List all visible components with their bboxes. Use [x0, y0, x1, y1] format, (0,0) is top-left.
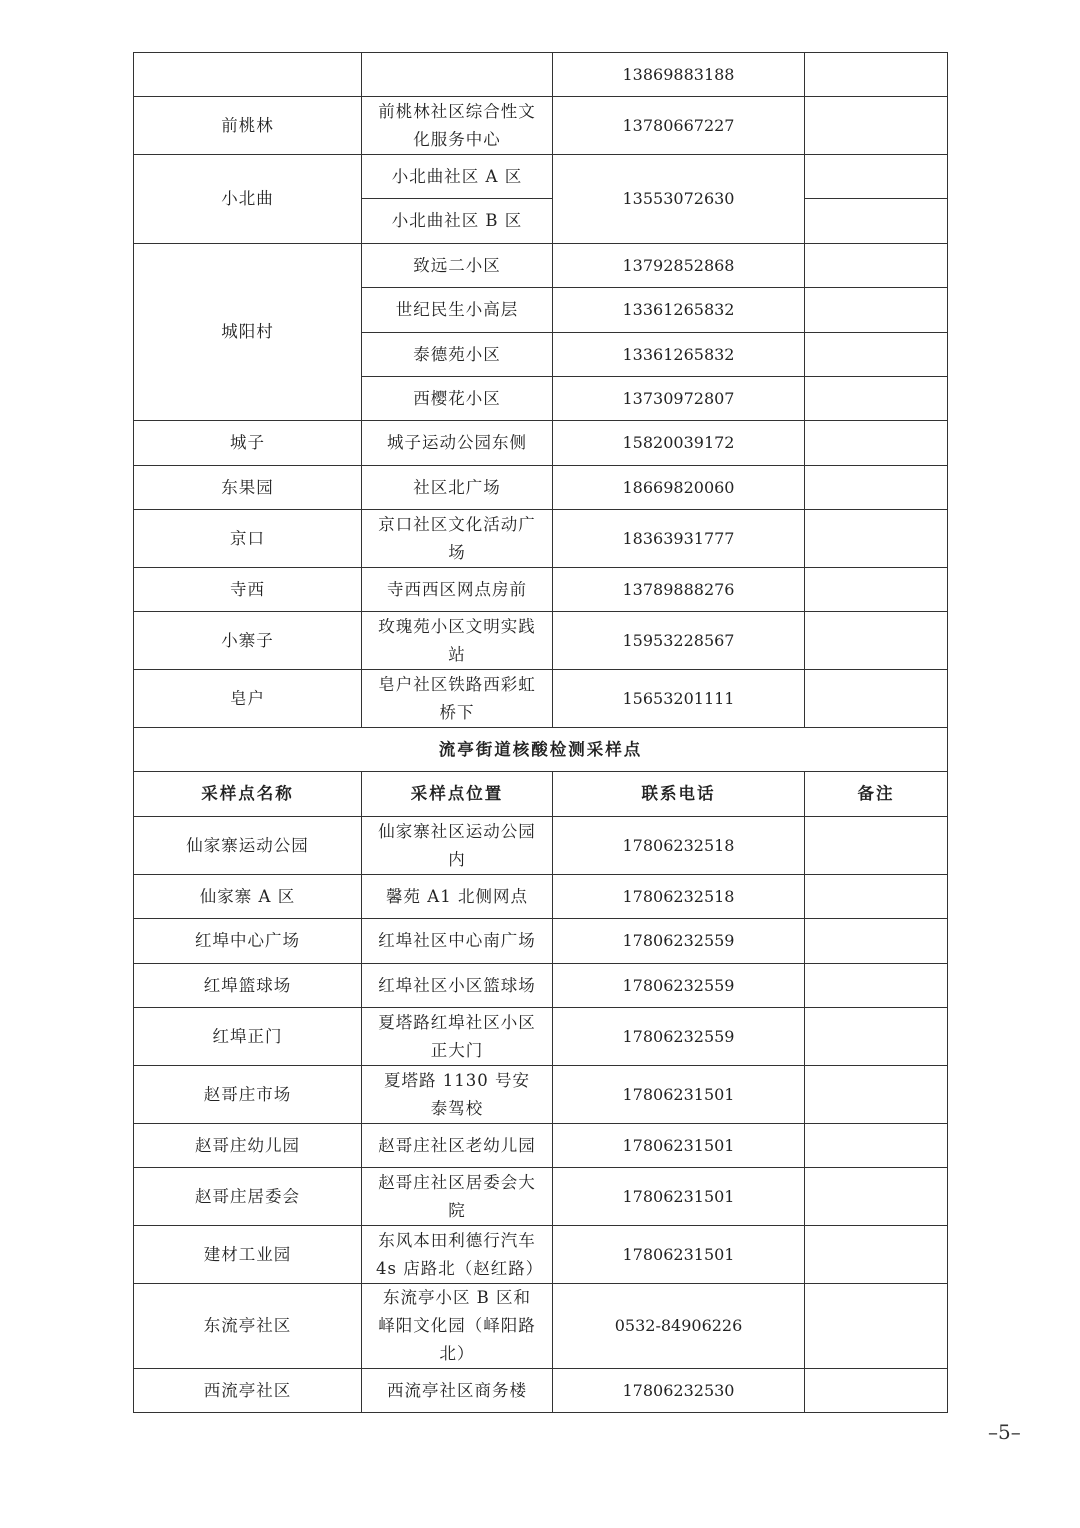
site-name-cell: 赵哥庄市场: [134, 1066, 362, 1124]
site-location-cell: 东风本田利德行汽车4s 店路北（赵红路）: [362, 1226, 553, 1284]
table-row: [134, 466, 948, 510]
note-cell: [805, 964, 948, 1008]
header-row: [134, 772, 948, 817]
table-row: [134, 1008, 948, 1066]
site-location-cell: 小北曲社区 A 区: [362, 155, 553, 199]
table-row: [134, 1168, 948, 1226]
header-phone: 联系电话: [553, 772, 805, 817]
phone-cell: 17806232518: [553, 817, 805, 875]
note-cell: [805, 97, 948, 155]
note-cell: [805, 288, 948, 333]
table-row: [134, 875, 948, 919]
site-location-cell: 寺西西区网点房前: [362, 568, 553, 612]
site-location-cell: [362, 53, 553, 97]
site-name-cell: 红埠中心广场: [134, 919, 362, 964]
note-cell: [805, 875, 948, 919]
site-name-cell: 红埠正门: [134, 1008, 362, 1066]
site-location-cell: 赵哥庄社区老幼儿园: [362, 1124, 553, 1168]
site-location-cell: 夏塔路红埠社区小区正大门: [362, 1008, 553, 1066]
phone-cell: 13361265832: [553, 333, 805, 377]
phone-cell: 18669820060: [553, 466, 805, 510]
phone-cell: 13730972807: [553, 377, 805, 421]
table-row: [134, 1124, 948, 1168]
site-location-cell: 东流亭小区 B 区和峄阳文化园（峄阳路北）: [362, 1284, 553, 1369]
site-location-cell: 城子运动公园东侧: [362, 421, 553, 466]
section-title: 流亭街道核酸检测采样点: [134, 728, 948, 772]
table-row: [134, 421, 948, 466]
note-cell: [805, 466, 948, 510]
phone-cell: 17806231501: [553, 1168, 805, 1226]
phone-cell: 0532-84906226: [553, 1284, 805, 1369]
site-location-cell: 仙家寨社区运动公园内: [362, 817, 553, 875]
site-name-cell: 西流亭社区: [134, 1369, 362, 1413]
site-location-cell: 泰德苑小区: [362, 333, 553, 377]
header-site-name: 采样点名称: [134, 772, 362, 817]
table-row: [134, 1066, 948, 1124]
note-cell: [805, 817, 948, 875]
table-row: [134, 964, 948, 1008]
note-cell: [805, 919, 948, 964]
site-name-cell: 前桃林: [134, 97, 362, 155]
note-cell: [805, 155, 948, 199]
phone-cell: 17806231501: [553, 1124, 805, 1168]
site-name-cell: 寺西: [134, 568, 362, 612]
table-row: [134, 1284, 948, 1369]
table-row: [134, 1226, 948, 1284]
note-cell: [805, 1124, 948, 1168]
phone-cell: 15820039172: [553, 421, 805, 466]
note-cell: [805, 421, 948, 466]
note-cell: [805, 612, 948, 670]
table-row: [134, 53, 948, 97]
site-location-cell: 皂户社区铁路西彩虹桥下: [362, 670, 553, 728]
note-cell: [805, 1168, 948, 1226]
sampling-points-table: [133, 52, 948, 1413]
site-name-cell: 皂户: [134, 670, 362, 728]
phone-cell: 17806232559: [553, 1008, 805, 1066]
table-row: [134, 155, 948, 199]
site-location-cell: 致远二小区: [362, 244, 553, 288]
table-row: [134, 510, 948, 568]
site-location-cell: 前桃林社区综合性文化服务中心: [362, 97, 553, 155]
site-name-cell: 红埠篮球场: [134, 964, 362, 1008]
phone-cell: 17806231501: [553, 1226, 805, 1284]
site-name-cell: 赵哥庄居委会: [134, 1168, 362, 1226]
section-title-row: [134, 728, 948, 772]
phone-cell: 15953228567: [553, 612, 805, 670]
site-name-cell: 小北曲: [134, 155, 362, 244]
note-cell: [805, 244, 948, 288]
site-location-cell: 西樱花小区: [362, 377, 553, 421]
phone-cell: 13789888276: [553, 568, 805, 612]
site-name-cell: 仙家寨运动公园: [134, 817, 362, 875]
note-cell: [805, 1008, 948, 1066]
site-name-cell: 建材工业园: [134, 1226, 362, 1284]
table-row: [134, 670, 948, 728]
site-location-cell: 社区北广场: [362, 466, 553, 510]
note-cell: [805, 199, 948, 244]
note-cell: [805, 510, 948, 568]
site-location-cell: 玫瑰苑小区文明实践站: [362, 612, 553, 670]
phone-cell: 13869883188: [553, 53, 805, 97]
table-row: [134, 817, 948, 875]
phone-cell: 17806232518: [553, 875, 805, 919]
site-name-cell: 城子: [134, 421, 362, 466]
site-location-cell: 小北曲社区 B 区: [362, 199, 553, 244]
site-location-cell: 京口社区文化活动广场: [362, 510, 553, 568]
site-name-cell: 东果园: [134, 466, 362, 510]
phone-cell: 17806232530: [553, 1369, 805, 1413]
site-location-cell: 赵哥庄社区居委会大院: [362, 1168, 553, 1226]
page-number: –5–: [988, 1420, 1021, 1444]
phone-cell: 13792852868: [553, 244, 805, 288]
site-name-cell: 小寨子: [134, 612, 362, 670]
site-name-cell: 东流亭社区: [134, 1284, 362, 1369]
site-name-cell: 城阳村: [134, 244, 362, 421]
site-location-cell: 馨苑 A1 北侧网点: [362, 875, 553, 919]
phone-cell: 17806232559: [553, 964, 805, 1008]
note-cell: [805, 1369, 948, 1413]
site-name-cell: 仙家寨 A 区: [134, 875, 362, 919]
site-location-cell: 红埠社区小区篮球场: [362, 964, 553, 1008]
phone-cell: 15653201111: [553, 670, 805, 728]
site-name-cell: [134, 53, 362, 97]
table-row: [134, 612, 948, 670]
note-cell: [805, 1226, 948, 1284]
site-location-cell: 红埠社区中心南广场: [362, 919, 553, 964]
site-location-cell: 夏塔路 1130 号安泰驾校: [362, 1066, 553, 1124]
note-cell: [805, 333, 948, 377]
header-note: 备注: [805, 772, 948, 817]
site-location-cell: 世纪民生小高层: [362, 288, 553, 333]
site-name-cell: 京口: [134, 510, 362, 568]
phone-cell: 13780667227: [553, 97, 805, 155]
table-row: [134, 568, 948, 612]
table-row: [134, 244, 948, 288]
phone-cell: 13361265832: [553, 288, 805, 333]
table-row: [134, 97, 948, 155]
note-cell: [805, 377, 948, 421]
note-cell: [805, 1284, 948, 1369]
table-row: [134, 1369, 948, 1413]
header-site-location: 采样点位置: [362, 772, 553, 817]
phone-cell: 17806232559: [553, 919, 805, 964]
note-cell: [805, 670, 948, 728]
table-row: [134, 919, 948, 964]
site-name-cell: 赵哥庄幼儿园: [134, 1124, 362, 1168]
note-cell: [805, 568, 948, 612]
note-cell: [805, 53, 948, 97]
note-cell: [805, 1066, 948, 1124]
site-location-cell: 西流亭社区商务楼: [362, 1369, 553, 1413]
phone-cell: 13553072630: [553, 155, 805, 244]
phone-cell: 18363931777: [553, 510, 805, 568]
phone-cell: 17806231501: [553, 1066, 805, 1124]
